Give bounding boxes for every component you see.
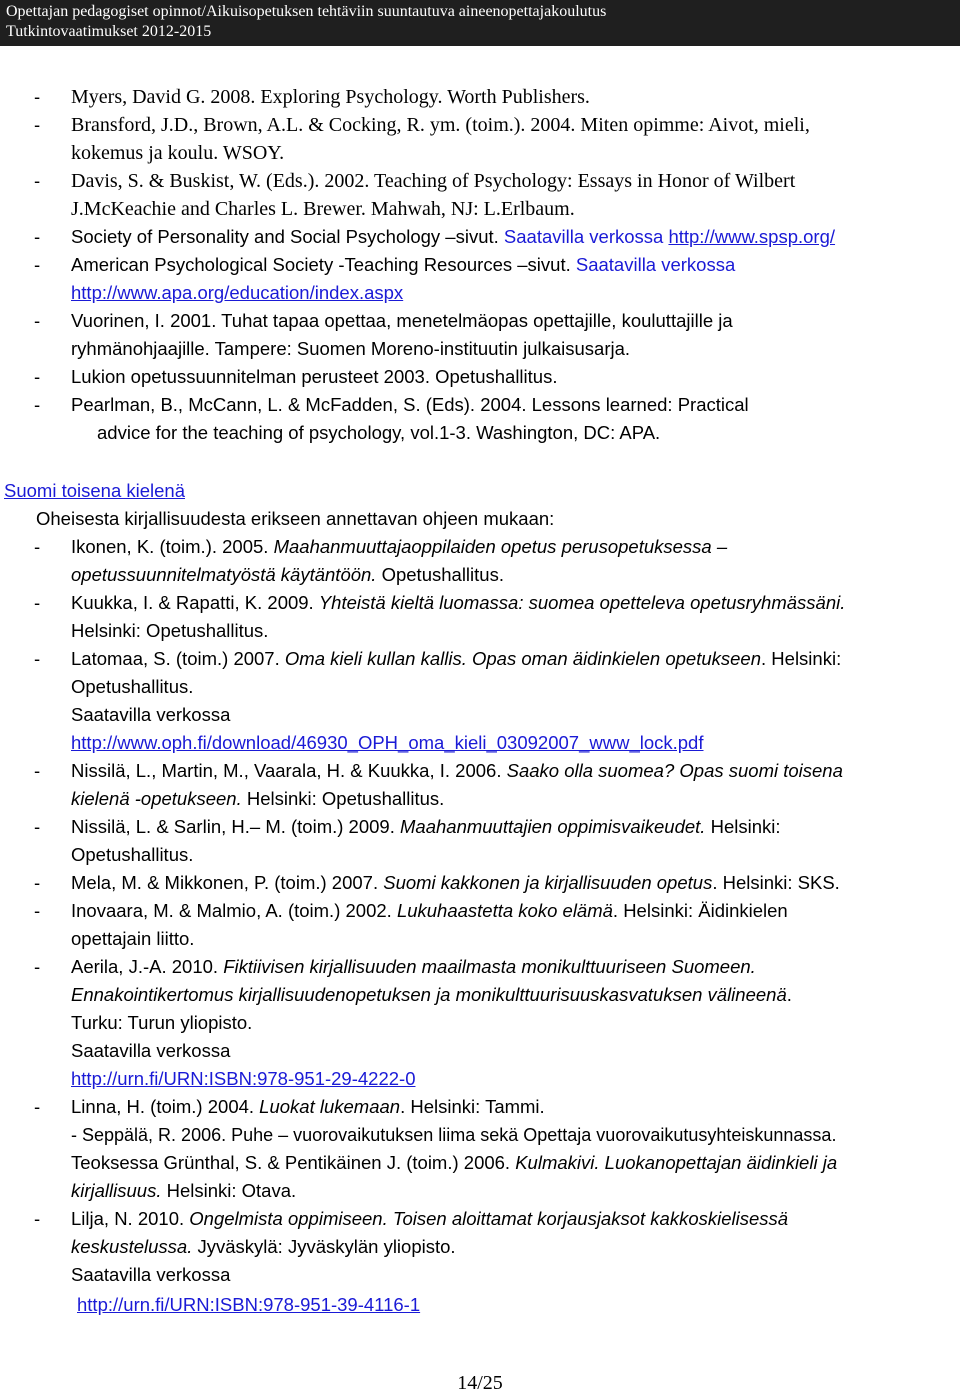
reference-myers: Myers, David G. 2008. Exploring Psychology. Worth Publishers. bbox=[71, 86, 590, 108]
reference-pearlman-cont: advice for the teaching of psychology, vol.1-3. Washington, DC: APA. bbox=[97, 422, 661, 443]
link-urn-lilja[interactable]: http://urn.fi/URN:ISBN:978-951-39-4116-1 bbox=[77, 1294, 421, 1315]
section-title: Suomi toisena kielenä bbox=[4, 480, 185, 501]
reference-davis-cont: J.McKeachie and Charles L. Brewer. Mahwah, NJ: L.Erlbaum. bbox=[71, 198, 575, 220]
reference-ikonen-cont: opetussuunnitelmatyöstä käytäntöön. Opetushallitus. bbox=[71, 564, 504, 585]
reference-lilja: Lilja, N. 2010. Ongelmista oppimiseen. Toisen aloittamat korjausjaksot kakkoskielisessä bbox=[71, 1208, 789, 1229]
reference-mela: Mela, M. & Mikkonen, P. (toim.) 2007. Suomi kakkonen ja kirjallisuuden opetus. Helsinki: SKS. bbox=[71, 872, 840, 893]
reference-vuorinen: Vuorinen, I. 2001. Tuhat tapaa opettaa, menetelmäopas opettajille, kouluttajille ja bbox=[71, 310, 733, 331]
header-subtitle: Tutkintovaatimukset 2012-2015 bbox=[6, 23, 212, 40]
link-apa[interactable]: http://www.apa.org/education/index.aspx bbox=[71, 282, 404, 303]
reference-davis: Davis, S. & Buskist, W. (Eds.). 2002. Teaching of Psychology: Essays in Honor of Wilbert bbox=[71, 170, 796, 192]
reference-bransford: Bransford, J.D., Brown, A.L. & Cocking, R. ym. (toim.). 2004. Miten opimme: Aivot, mieli, bbox=[71, 114, 810, 136]
reference-ikonen: Ikonen, K. (toim.). 2005. Maahanmuuttajaoppilaiden opetus perusopetuksessa – bbox=[71, 536, 728, 557]
reference-nissila-2009: Nissilä, L. & Sarlin, H.– M. (toim.) 2009. Maahanmuuttajien oppimisvaikeudet. Helsinki: bbox=[71, 816, 781, 837]
reference-seppala-cont2: kirjallisuus. Helsinki: Otava. bbox=[71, 1180, 297, 1201]
reference-linna: Linna, H. (toim.) 2004. Luokat lukemaan. Helsinki: Tammi. bbox=[71, 1096, 545, 1117]
reference-aps: American Psychological Society -Teaching Resources –sivut. Saatavilla verkossa bbox=[71, 254, 736, 275]
reference-inovaara: Inovaara, M. & Malmio, A. (toim.) 2002. Lukuhaastetta koko elämä. Helsinki: Äidinkielen bbox=[71, 900, 788, 921]
reference-aerila: Aerila, J.-A. 2010. Fiktiivisen kirjallisuuden maailmasta monikulttuuriseen Suomeen. bbox=[71, 956, 756, 977]
reference-bransford-cont: kokemus ja koulu. WSOY. bbox=[71, 142, 285, 164]
link-urn-aerila[interactable]: http://urn.fi/URN:ISBN:978-951-29-4222-0 bbox=[71, 1068, 416, 1089]
availability-label: Saatavilla verkossa bbox=[503, 226, 669, 247]
reference-aerila-publisher: Turku: Turun yliopisto. bbox=[71, 1012, 253, 1033]
reference-seppala: - Seppälä, R. 2006. Puhe – vuorovaikutuksen liima sekä Opettaja vuorovaikutusyhteiskunnassa. bbox=[71, 1125, 837, 1145]
reference-lilja-cont: keskustelussa. Jyväskylä: Jyväskylän yliopisto. bbox=[71, 1236, 456, 1257]
reference-vuorinen-cont: ryhmänohjaajille. Tampere: Suomen Moreno-instituutin julkaisusarja. bbox=[71, 338, 631, 359]
reference-lukio: Lukion opetussuunnitelman perusteet 2003. Opetushallitus. bbox=[71, 366, 558, 387]
availability-label: Saatavilla verkossa bbox=[71, 1040, 231, 1061]
reference-nissila-2009-cont: Opetushallitus. bbox=[71, 844, 194, 865]
reference-nissila-2006-cont: kielenä -opetukseen. Helsinki: Opetushallitus. bbox=[71, 788, 445, 809]
reference-kuukka: Kuukka, I. & Rapatti, K. 2009. Yhteistä kieltä luomassa: suomea opetteleva opetusryhmässäni. bbox=[71, 592, 846, 613]
reference-seppala-cont: Teoksessa Grünthal, S. & Pentikäinen J. (toim.) 2006. Kulmakivi. Luokanopettajan äidinkieli ja bbox=[71, 1152, 838, 1173]
header-title: Opettajan pedagogiset opinnot/Aikuisopetuksen tehtäviin suuntautuva aineenopettajakoulutus bbox=[6, 3, 607, 20]
link-oph[interactable]: http://www.oph.fi/download/46930_OPH_oma_kieli_03092007_www_lock.pdf bbox=[71, 732, 704, 753]
page-number: 14/25 bbox=[457, 1372, 503, 1394]
reference-nissila-2006: Nissilä, L., Martin, M., Vaarala, H. & Kuukka, I. 2006. Saako olla suomea? Opas suomi toisena bbox=[71, 760, 843, 781]
section-intro: Oheisesta kirjallisuudesta erikseen annettavan ohjeen mukaan: bbox=[36, 508, 555, 529]
reference-spsp: Society of Personality and Social Psychology –sivut. Saatavilla verkossa http://www.spsp.org/ bbox=[71, 226, 836, 247]
reference-aerila-cont: Ennakointikertomus kirjallisuudenopetuksen ja monikulttuurisuuskasvatuksen välineenä. bbox=[71, 984, 792, 1005]
link-spsp[interactable]: http://www.spsp.org/ bbox=[668, 226, 836, 247]
reference-pearlman: Pearlman, B., McCann, L. & McFadden, S. (Eds). 2004. Lessons learned: Practical bbox=[71, 394, 749, 415]
reference-latomaa: Latomaa, S. (toim.) 2007. Oma kieli kullan kallis. Opas oman äidinkielen opetukseen. Helsinki: bbox=[71, 648, 842, 669]
availability-label: Saatavilla verkossa bbox=[71, 704, 231, 725]
availability-label: Saatavilla verkossa bbox=[71, 1264, 231, 1285]
reference-kuukka-cont: Helsinki: Opetushallitus. bbox=[71, 620, 269, 641]
reference-latomaa-cont: Opetushallitus. bbox=[71, 676, 194, 697]
availability-label: Saatavilla verkossa bbox=[575, 254, 736, 275]
reference-inovaara-cont: opettajain liitto. bbox=[71, 928, 195, 949]
document-header bbox=[0, 0, 960, 46]
